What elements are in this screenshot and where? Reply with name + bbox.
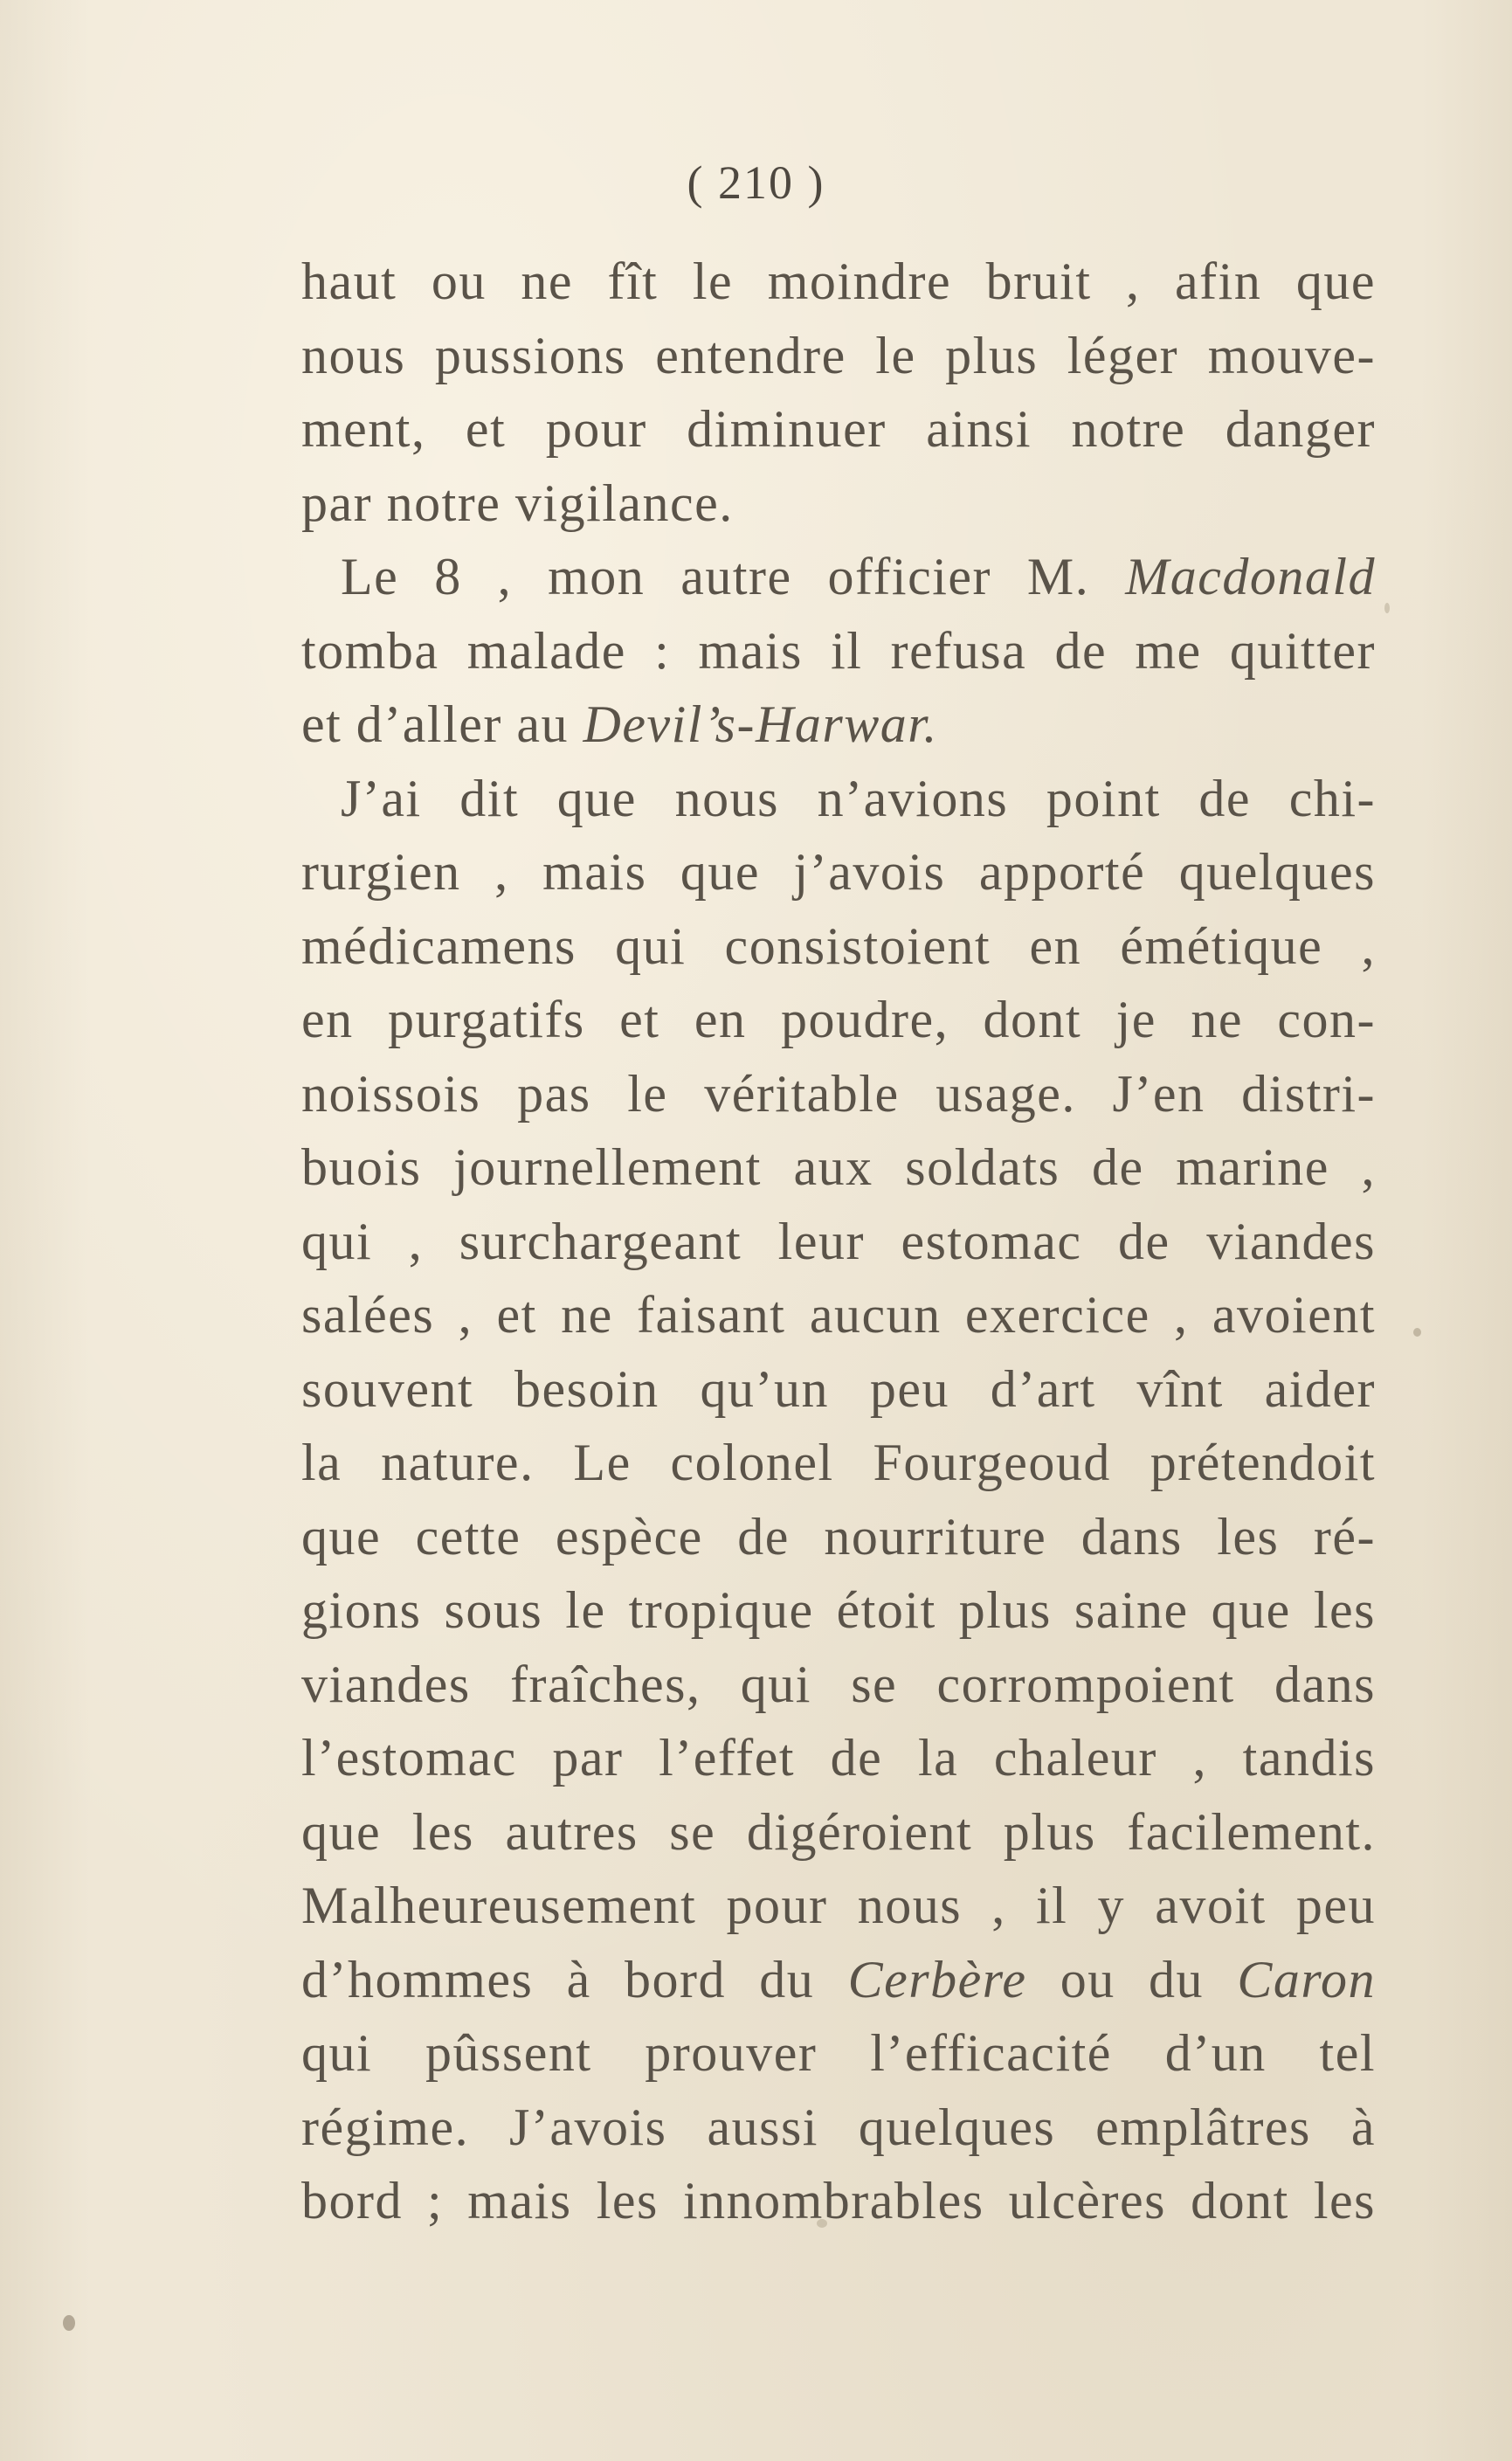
text-line: J’ai dit que nous n’avions point de chi-	[341, 769, 1376, 827]
text-line: ment, et pour diminuer ainsi notre danger	[301, 400, 1376, 458]
text-line: noissois pas le véritable usage. J’en distri-	[301, 1064, 1376, 1123]
italic-ship-name: Cerbère	[847, 1950, 1027, 2008]
text-line: en purgatifs et en poudre, dont je ne con-	[301, 991, 1376, 1048]
page-number: ( 210 )	[687, 156, 825, 209]
italic-ship-name: Caron	[1237, 1950, 1376, 2008]
text-line: qui , surchargeant leur estomac de viandes	[301, 1212, 1376, 1270]
text-line: la nature. Le colonel Fourgeoud prétendoit	[301, 1434, 1376, 1491]
text-line: souvent besoin qu’un peu d’art vînt aider	[301, 1359, 1376, 1418]
text-line: l’estomac par l’effet de la chaleur , tandis	[301, 1729, 1376, 1787]
italic-place-name: Devil’s-Harwar.	[583, 695, 938, 753]
text-line	[301, 688, 1376, 762]
text-line: buois journellement aux soldats de marine ,	[301, 1138, 1376, 1196]
text-line: régime. J’avois aussi quelques emplâtres à	[301, 2098, 1376, 2156]
text-line: haut ou ne fît le moindre bruit , afin que	[301, 252, 1376, 310]
italic-name: Macdonald	[1125, 548, 1376, 605]
ink-speck	[63, 2315, 75, 2331]
text-line: par notre vigilance.	[301, 474, 734, 532]
text-line: bord ; mais les innombrables ulcères dont les	[301, 2172, 1376, 2229]
text-line: nous pussions entendre le plus léger mouve-	[301, 326, 1376, 384]
body-text	[301, 245, 1376, 2238]
text-line: médicamens qui consistoient en émétique ,	[301, 916, 1376, 975]
ink-speck	[1413, 1328, 1421, 1337]
text-line: gions sous le tropique étoit plus saine que les	[301, 1581, 1376, 1639]
text-line: que les autres se digéroient plus facilement.	[301, 1802, 1376, 1861]
text-line	[301, 540, 1376, 614]
text-run: d’hommes à bord du	[301, 1950, 848, 2008]
text-line: rurgien , mais que j’avois apporté quelques	[301, 843, 1376, 901]
text-run: ou du	[1026, 1950, 1238, 2008]
text-line: Malheureusement pour nous , il y avoit peu	[301, 1877, 1376, 1934]
text-line: qui pûssent prouver l’efficacité d’un tel	[301, 2024, 1376, 2082]
text-line: que cette espèce de nourriture dans les ré-	[301, 1507, 1376, 1566]
ink-speck	[1384, 603, 1390, 613]
text-line: tomba malade : mais il refusa de me quitter	[301, 621, 1376, 680]
text-line: salées , et ne faisant aucun exercice , avoient	[301, 1286, 1376, 1344]
text-line	[301, 1943, 1376, 2017]
text-run: et d’aller au	[301, 695, 583, 753]
ink-speck	[817, 2219, 827, 2228]
text-line: viandes fraîches, qui se corrompoient dans	[301, 1655, 1376, 1713]
text-run: Le 8 , mon autre officier M.	[341, 548, 1126, 605]
